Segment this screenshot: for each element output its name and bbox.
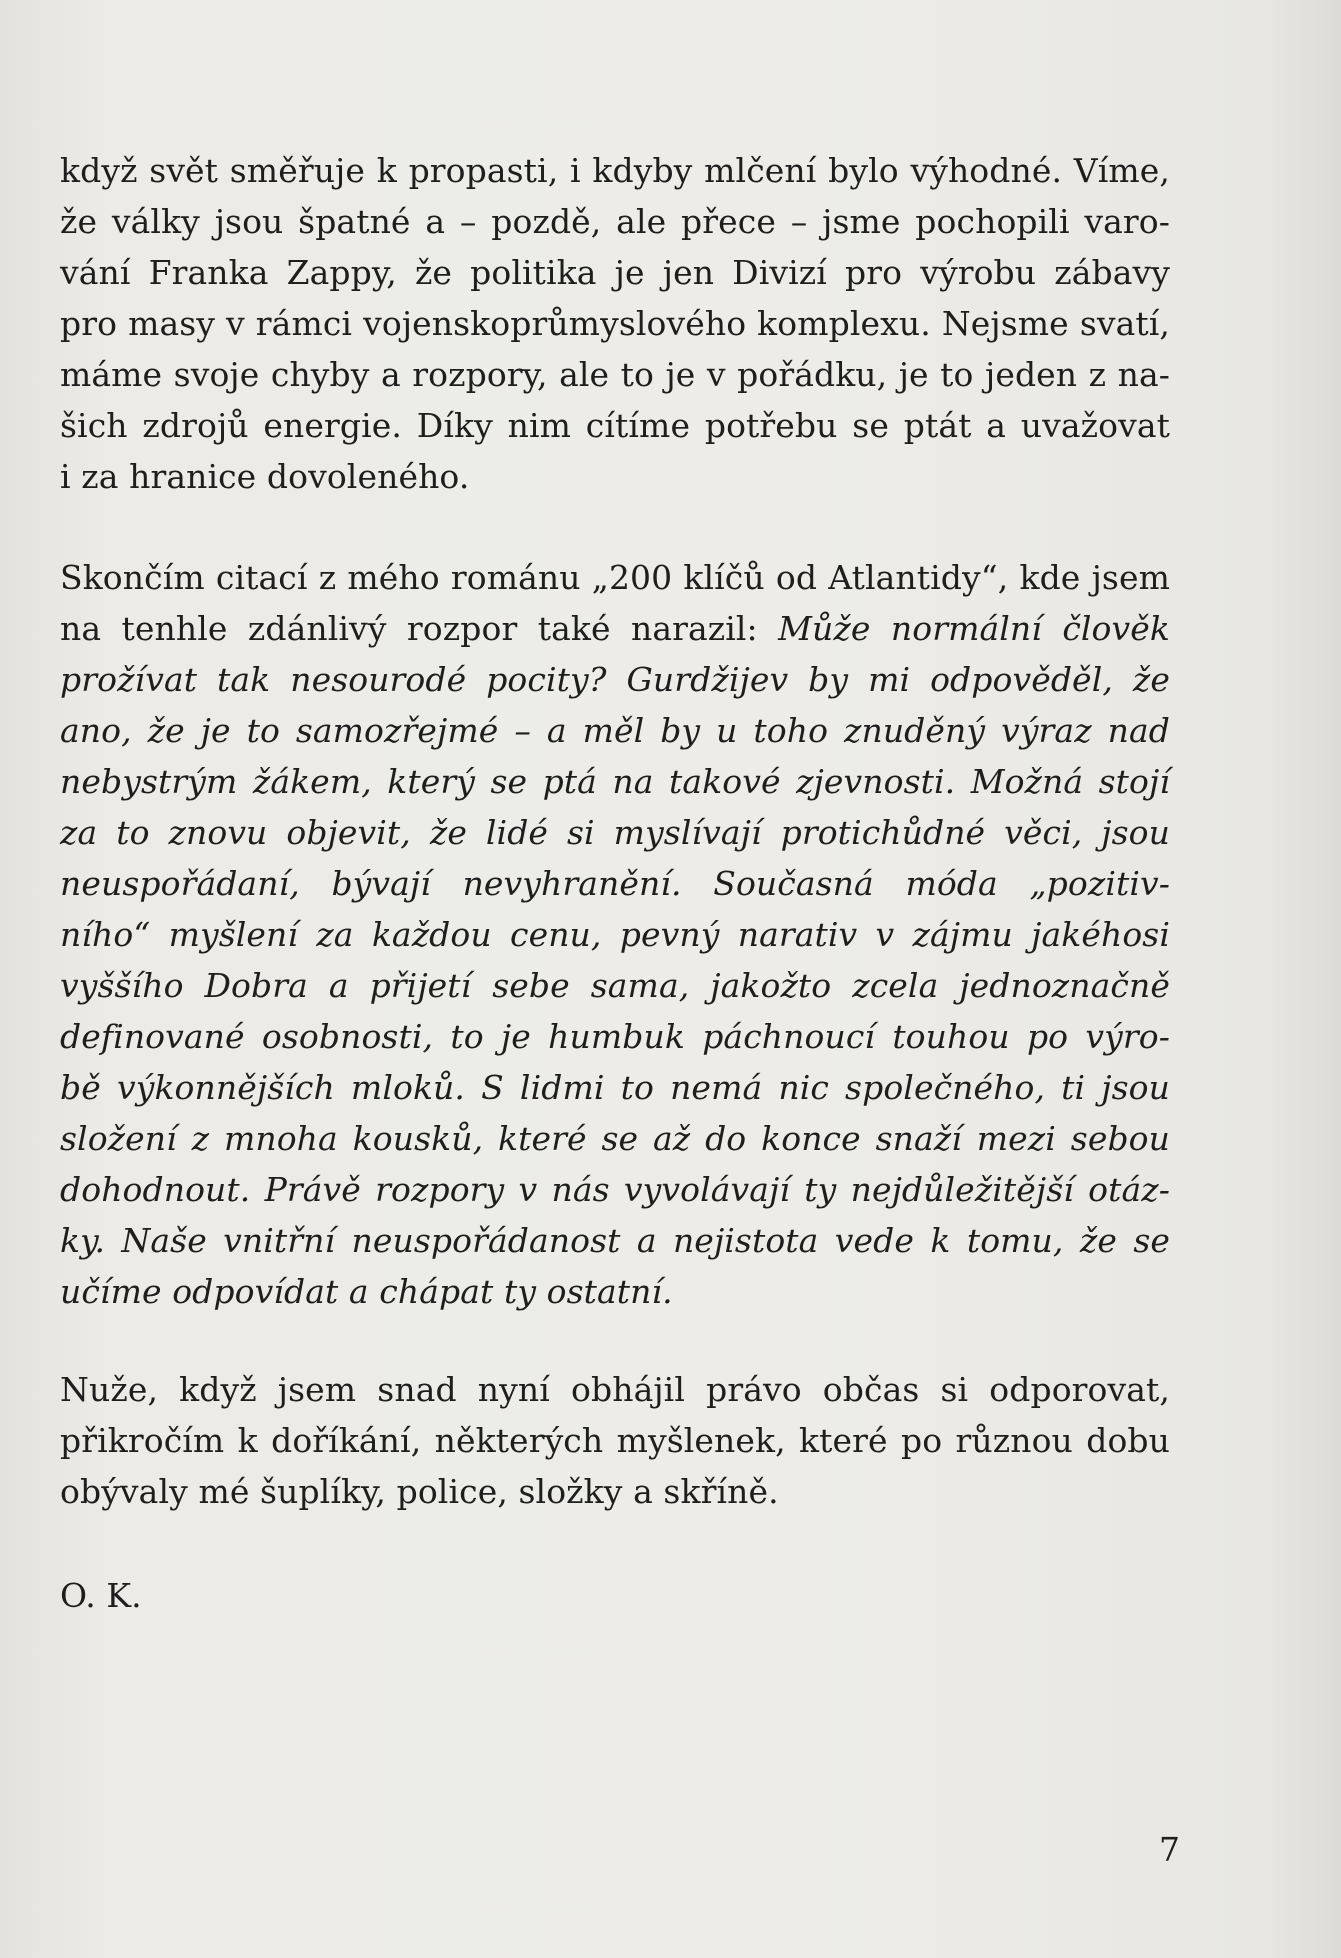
quote-line: dohodnout. Právě rozpory v nás vyvolávají ty nejdůležitější otáz- xyxy=(60,1170,1170,1209)
paragraph-3-line: přikročím k doříkání, některých myšlenek, které po různou dobu xyxy=(60,1421,1170,1460)
paragraph-1-line: když svět směřuje k propasti, i kdyby mlčení bylo výhodné. Víme, xyxy=(60,151,1170,190)
paragraph-1-line: i za hranice dovoleného. xyxy=(60,457,470,496)
quote-line: neuspořádaní, bývají nevyhranění. Současná móda „pozitiv- xyxy=(60,864,1170,903)
quote-line: bě výkonnějších mloků. S lidmi to nemá nic společného, ti jsou xyxy=(60,1068,1170,1107)
paragraph-1-line: pro masy v rámci vojenskoprůmyslového komplexu. Nejsme svatí, xyxy=(60,304,1170,343)
paragraph-1-line: že války jsou špatné a – pozdě, ale přece – jsme pochopili varo- xyxy=(60,202,1170,241)
quote-line: vyššího Dobra a přijetí sebe sama, jakožto zcela jednoznačně xyxy=(60,966,1170,1005)
quote-line: ky. Naše vnitřní neuspořádanost a nejistota vede k tomu, že se xyxy=(60,1221,1170,1260)
quote-line: složení z mnoha kousků, které se až do konce snaží mezi sebou xyxy=(60,1119,1170,1158)
paragraph-3-line: obývaly mé šuplíky, police, složky a skříně. xyxy=(60,1472,779,1511)
page-number: 7 xyxy=(1159,1830,1180,1869)
quote-line: definované osobnosti, to je humbuk páchnoucí touhou po výro- xyxy=(60,1017,1170,1056)
paragraph-2-line: Skončím citací z mého románu „200 klíčů od Atlantidy“, kde jsem xyxy=(60,558,1170,597)
quote-line: ano, že je to samozřejmé – a měl by u toho znuděný výraz nad xyxy=(60,711,1170,750)
paragraph-1-line: šich zdrojů energie. Díky nim cítíme potřebu se ptát a uvažovat xyxy=(60,406,1170,445)
paragraph-2-line-normal: na tenhle zdánlivý rozpor také narazil: xyxy=(60,609,779,648)
paragraph-1-line: vání Franka Zappy, že politika je jen Divizí pro výrobu zábavy xyxy=(60,253,1170,292)
quote-line: nebystrým žákem, který se ptá na takové zjevnosti. Možná stojí xyxy=(60,762,1170,801)
paragraph-1-line: máme svoje chyby a rozpory, ale to je v pořádku, je to jeden z na- xyxy=(60,355,1170,394)
quote-line: prožívat tak nesourodé pocity? Gurdžijev by mi odpověděl, že xyxy=(60,660,1170,699)
author-signature: O. K. xyxy=(60,1576,142,1615)
quote-line: ního“ myšlení za každou cenu, pevný narativ v zájmu jakéhosi xyxy=(60,915,1170,954)
paragraph-3-line: Nuže, když jsem snad nyní obhájil právo občas si odporovat, xyxy=(60,1370,1170,1409)
quote-line: učíme odpovídat a chápat ty ostatní. xyxy=(60,1272,673,1311)
quote-start: Může normální člověk xyxy=(778,609,1170,648)
paragraph-2-line xyxy=(60,604,1170,654)
quote-line: za to znovu objevit, že lidé si myslívají protichůdné věci, jsou xyxy=(60,813,1170,852)
